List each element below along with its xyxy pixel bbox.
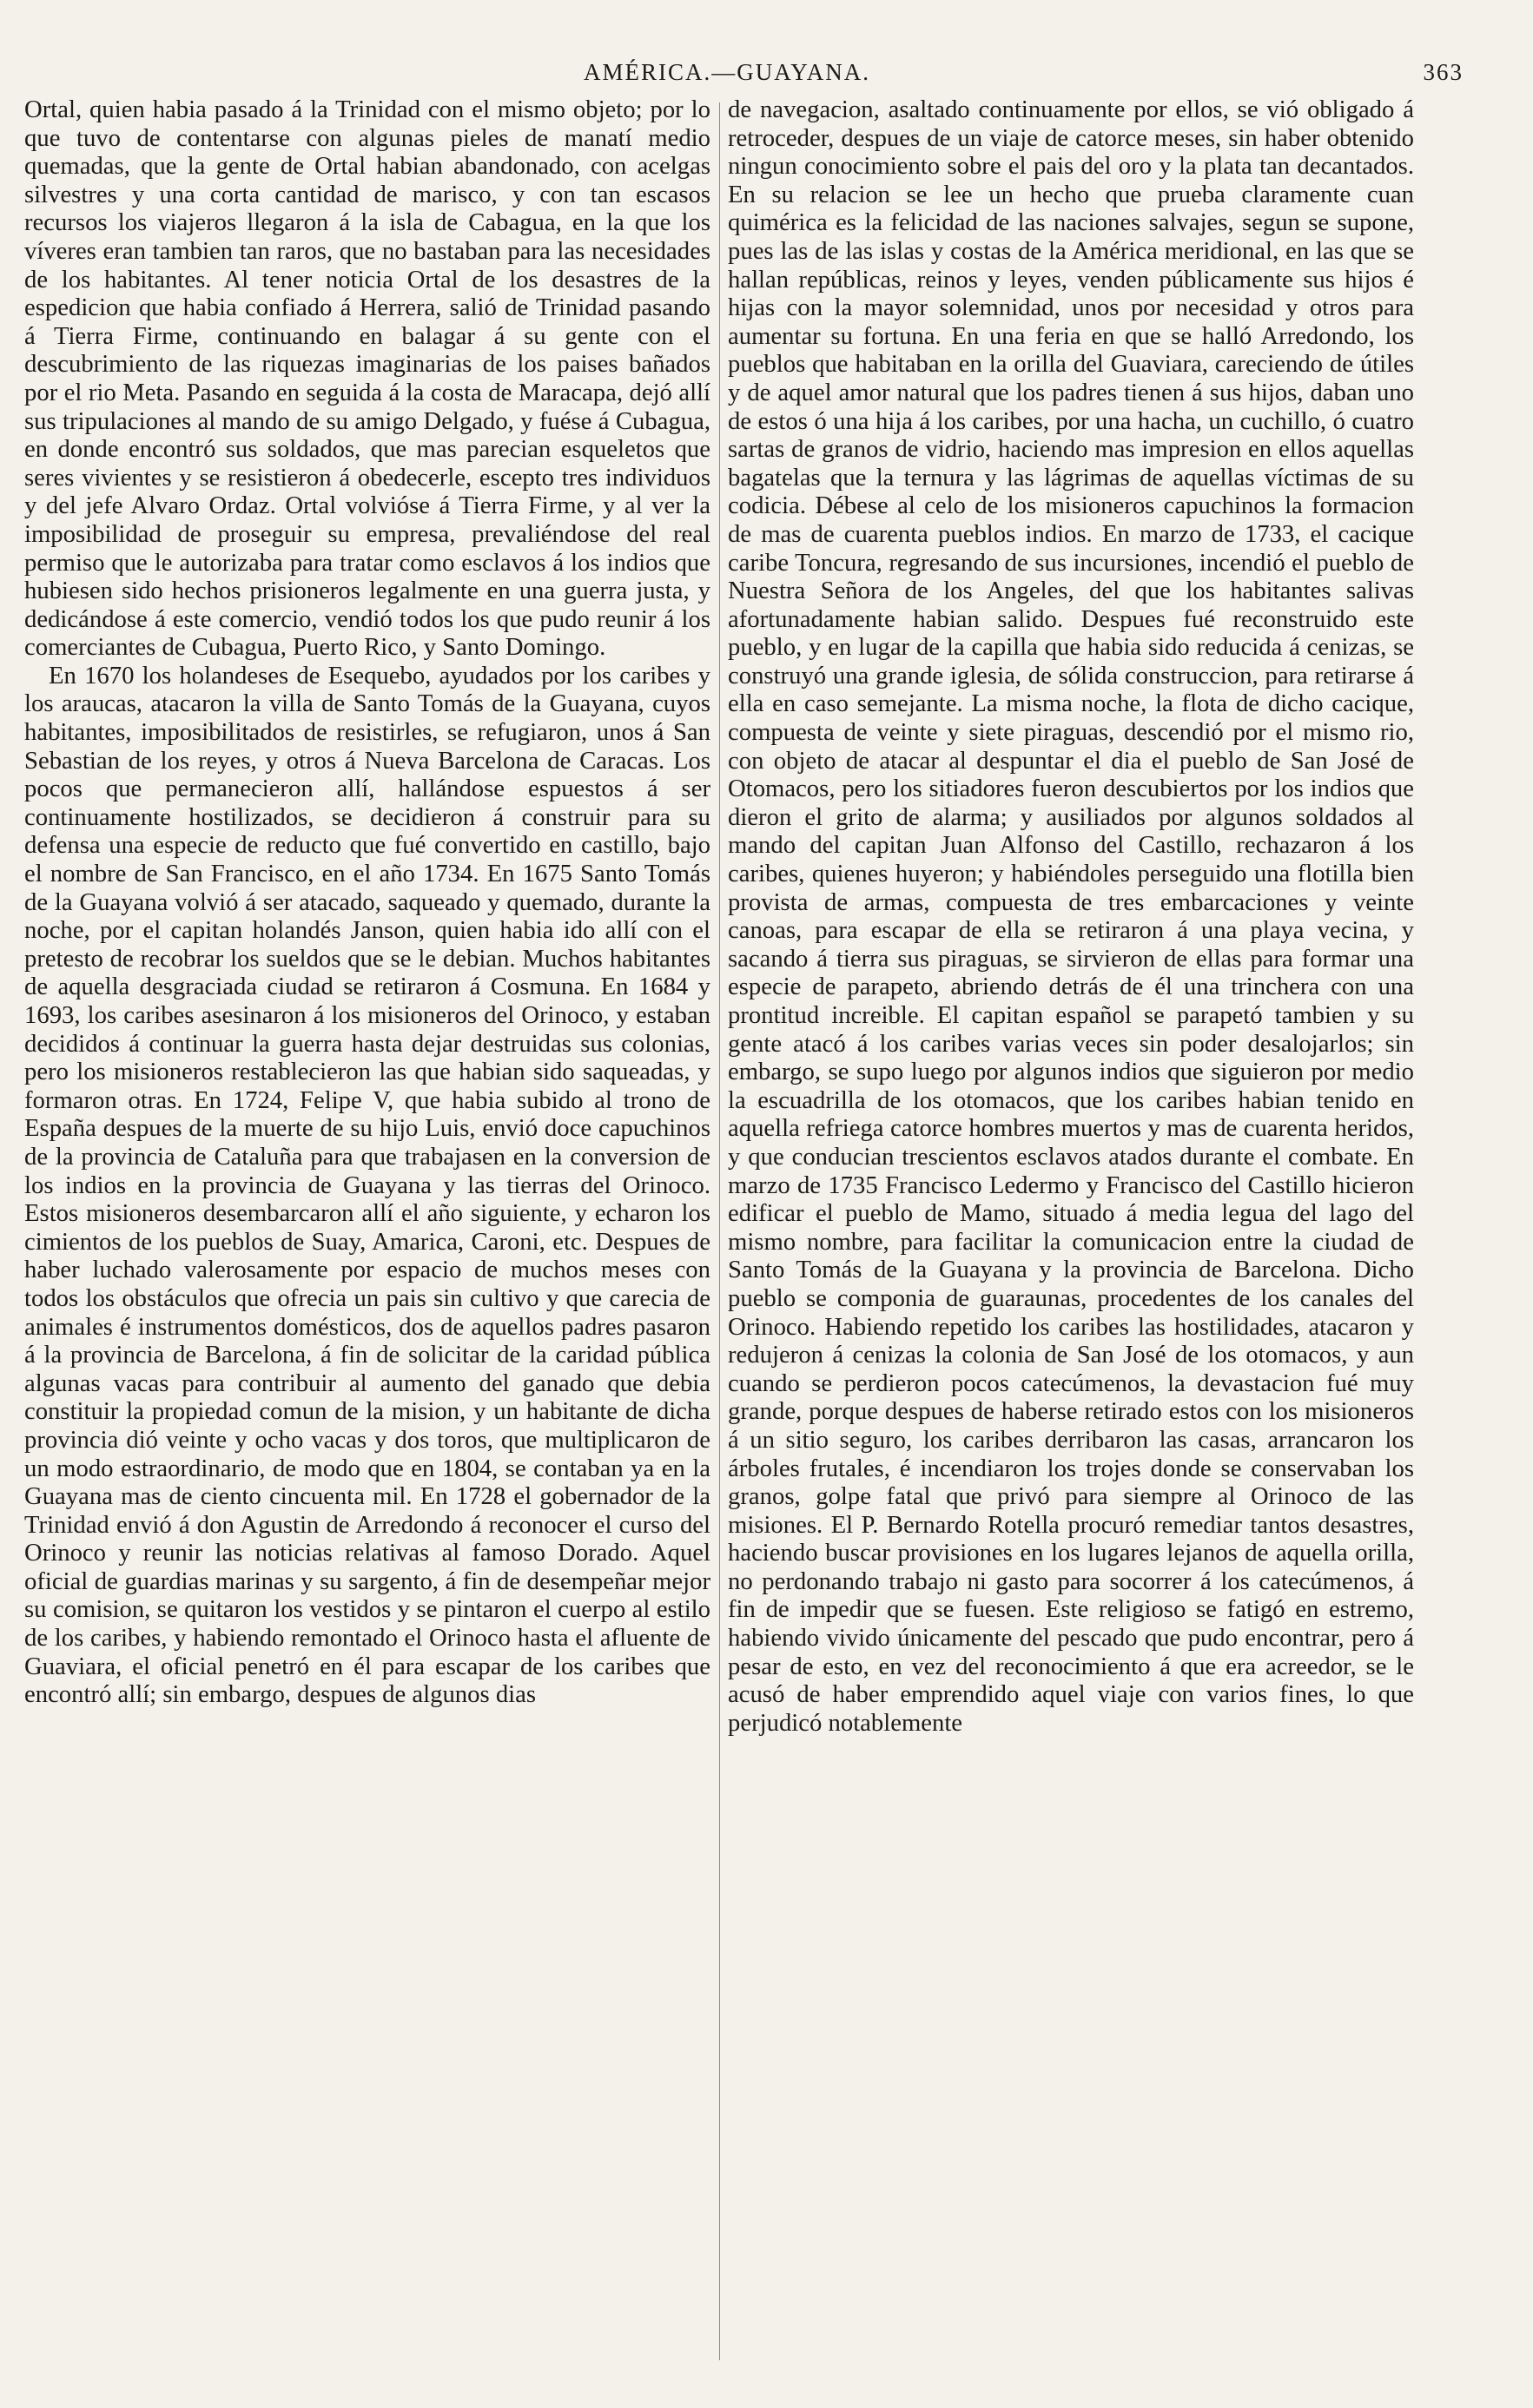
right-column bbox=[728, 96, 1414, 2371]
column-divider bbox=[719, 102, 720, 2360]
running-title: AMÉRICA.—GUAYANA. bbox=[584, 59, 871, 85]
paragraph: de navegacion, asaltado continuamente por ellos, se vió obligado á retroceder, despues de un viaje de catorce meses, sin haber obtenido ningun conocimiento sobre el pais del oro y la plata tan decantados. En su relacion se lee un hecho que prueba claramente cuan quimérica es la felicidad de las naciones salvajes, segun se supone, pues las de las islas y costas de la América meridional, en las que se hallan repúblicas, reinos y leyes, venden públicamente sus hijos é hijas con la mayor solemnidad, unos por necesidad y otros para aumentar su fortuna. En una feria en que se halló Arredondo, los pueblos que habitaban en la orilla del Guaviara, careciendo de útiles y de aquel amor natural que los padres tienen á sus hijos, daban uno de estos ó una hija á los caribes, por una hacha, un cuchillo, ó cuatro sartas de granos de vidrio, haciendo mas impresion en ellos aquellas bagatelas que la ternura y las lágrimas de aquellas víctimas de su codicia. Débese al celo de los misioneros capuchinos la formacion de mas de cuarenta pueblos indios. En marzo de 1733, el cacique caribe Toncura, regresando de sus incursiones, incendió el pueblo de Nuestra Señora de los Angeles, del que los habitantes salivas afortunadamente habian salido. Despues fué reconstruido este pueblo, y en lugar de la capilla que habia sido reducida á cenizas, se construyó una grande iglesia, de sólida construccion, para retirarse á ella en caso semejante. La misma noche, la flota de dicho cacique, compuesta de veinte y siete piraguas, descendió por el mismo rio, con objeto de atacar al despuntar el dia el pueblo de San José de Otomacos, pero los sitiadores fueron descubiertos por los indios que dieron el grito de alarma; y ausiliados por algunos soldados al mando del capitan Juan Alfonso del Castillo, rechazaron á los caribes, quienes huyeron; y habiéndoles perseguido una flotilla bien provista de armas, compuesta de tres embarcaciones y veinte canoas, para escapar de ella se retiraron á una playa vecina, y sacando á tierra sus piraguas, se sirvieron de ellas para formar una especie de parapeto, abriendo detrás de él una trinchera con una prontitud increible. El capitan español se parapetó tambien y su gente atacó á los caribes varias veces sin poder desalojarlos; sin embargo, se supo luego por algunos indios que siguieron por medio la escuadrilla de los otomacos, que los caribes habian tenido en aquella refriega catorce hombres muertos y mas de cuarenta heridos, y que conducian trescientos esclavos atados durante el combate. En marzo de 1735 Francisco Ledermo y Francisco del Castillo hicieron edificar el pueblo de Mamo, situado á media legua del lago del mismo nombre, para facilitar la comunicacion entre la ciudad de Santo Tomás de la Guayana y la provincia de Barcelona. Dicho pueblo se componia de guaraunas, procedentes de los canales del Orinoco. Habiendo repetido los caribes las hostilidades, atacaron y redujeron á cenizas la colonia de San José de los otomacos, y aun cuando se perdieron pocos catecúmenos, la devastacion fué muy grande, porque despues de haberse retirado estos con los misioneros á un sitio seguro, los caribes derribaron las casas, arrancaron los árboles frutales, é incendiaron los trojes donde se conservaban los granos, golpe fatal que privó para siempre al Orinoco de las misiones. El P. Bernardo Rotella procuró remediar tantos desastres, haciendo buscar provisiones en los lugares lejanos de aquella orilla, no perdonando trabajo ni gasto para socorrer á los catecúmenos, á fin de impedir que se fuesen. Este religioso se fatigó en estremo, habiendo vivido únicamente del pescado que pudo encontrar, pero á pesar de esto, en vez del reconocimiento á que era acreedor, se le acusó de haber emprendido aquel viaje con varios fines, lo que perjudicó notablemente bbox=[728, 96, 1414, 1737]
left-column bbox=[24, 96, 710, 2371]
page-number: 363 bbox=[1423, 59, 1464, 85]
paragraph: Ortal, quien habia pasado á la Trinidad con el mismo objeto; por lo que tuvo de contentarse con algunas pieles de manatí medio quemadas, que la gente de Ortal habian abandonado, con acelgas silvestres y una corta cantidad de marisco, y con tan escasos recursos los viajeros llegaron á la isla de Cabagua, en la que los víveres eran tambien tan raros, que no bastaban para las necesidades de los habitantes. Al tener noticia Ortal de los desastres de la espedicion que habia confiado á Herrera, salió de Trinidad pasando á Tierra Firme, continuando en balagar á su gente con el descubrimiento de las riquezas imaginarias de los paises bañados por el rio Meta. Pasando en seguida á la costa de Maracapa, dejó allí sus tripulaciones al mando de su amigo Delgado, y fuése á Cubagua, en donde encontró sus soldados, que mas parecian esqueletos que seres vivientes y se resistieron á obedecerle, escepto tres individuos y del jefe Alvaro Ordaz. Ortal volvióse á Tierra Firme, y al ver la imposibilidad de proseguir su empresa, prevaliéndose del real permiso que le autorizaba para tratar como esclavos á los indios que hubiesen sido hechos prisioneros legalmente en una guerra justa, y dedicándose á este comercio, vendió todos los que pudo reunir á los comerciantes de Cubagua, Puerto Rico, y Santo Domingo. bbox=[24, 96, 710, 662]
running-head bbox=[0, 59, 1533, 94]
paragraph: En 1670 los holandeses de Esequebo, ayudados por los caribes y los araucas, atacaron la villa de Santo Tomás de la Guayana, cuyos habitantes, imposibilitados de resistirles, se refugiaron, unos á San Sebastian de los reyes, y otros á Nueva Barcelona de Caracas. Los pocos que permanecieron allí, hallándose espuestos á ser continuamente hostilizados, se decidieron á construir para su defensa una especie de reducto que fué convertido en castillo, bajo el nombre de San Francisco, en el año 1734. En 1675 Santo Tomás de la Guayana volvió á ser atacado, saqueado y quemado, durante la noche, por el capitan holandés Janson, quien habia ido allí con el pretesto de recobrar los sueldos que se le debian. Muchos habitantes de aquella desgraciada ciudad se retiraron á Cosmuna. En 1684 y 1693, los caribes asesinaron á los misioneros del Orinoco, y estaban decididos á continuar la guerra hasta dejar destruidas sus colonias, pero los misioneros restablecieron las que habian sido saqueadas, y formaron otras. En 1724, Felipe V, que habia subido al trono de España despues de la muerte de su hijo Luis, envió doce capuchinos de la provincia de Cataluña para que trabajasen en la conversion de los indios en la provincia de Guayana y las tierras del Orinoco. Estos misioneros desembarcaron allí el año siguiente, y echaron los cimientos de los pueblos de Suay, Amarica, Caroni, etc. Despues de haber luchado valerosamente por espacio de muchos meses con todos los obstáculos que ofrecia un pais sin cultivo y que carecia de animales é instrumentos domésticos, dos de aquellos padres pasaron á la provincia de Barcelona, á fin de solicitar de la caridad pública algunas vacas para contribuir al aumento del ganado que debia constituir la propiedad comun de la mision, y un habitante de dicha provincia dió veinte y ocho vacas y dos toros, que multiplicaron de un modo estraordinario, de modo que en 1804, se contaban ya en la Guayana mas de ciento cincuenta mil. En 1728 el gobernador de la Trinidad envió á don Agustin de Arredondo á reconocer el curso del Orinoco y reunir las noticias relativas al famoso Dorado. Aquel oficial de guardias marinas y su sargento, á fin de desempeñar mejor su comision, se quitaron los vestidos y se pintaron el cuerpo al estilo de los caribes, y habiendo remontado el Orinoco hasta el afluente de Guaviara, el oficial penetró en él para escapar de los caribes que encontró allí; sin embargo, despues de algunos dias bbox=[24, 661, 710, 1709]
